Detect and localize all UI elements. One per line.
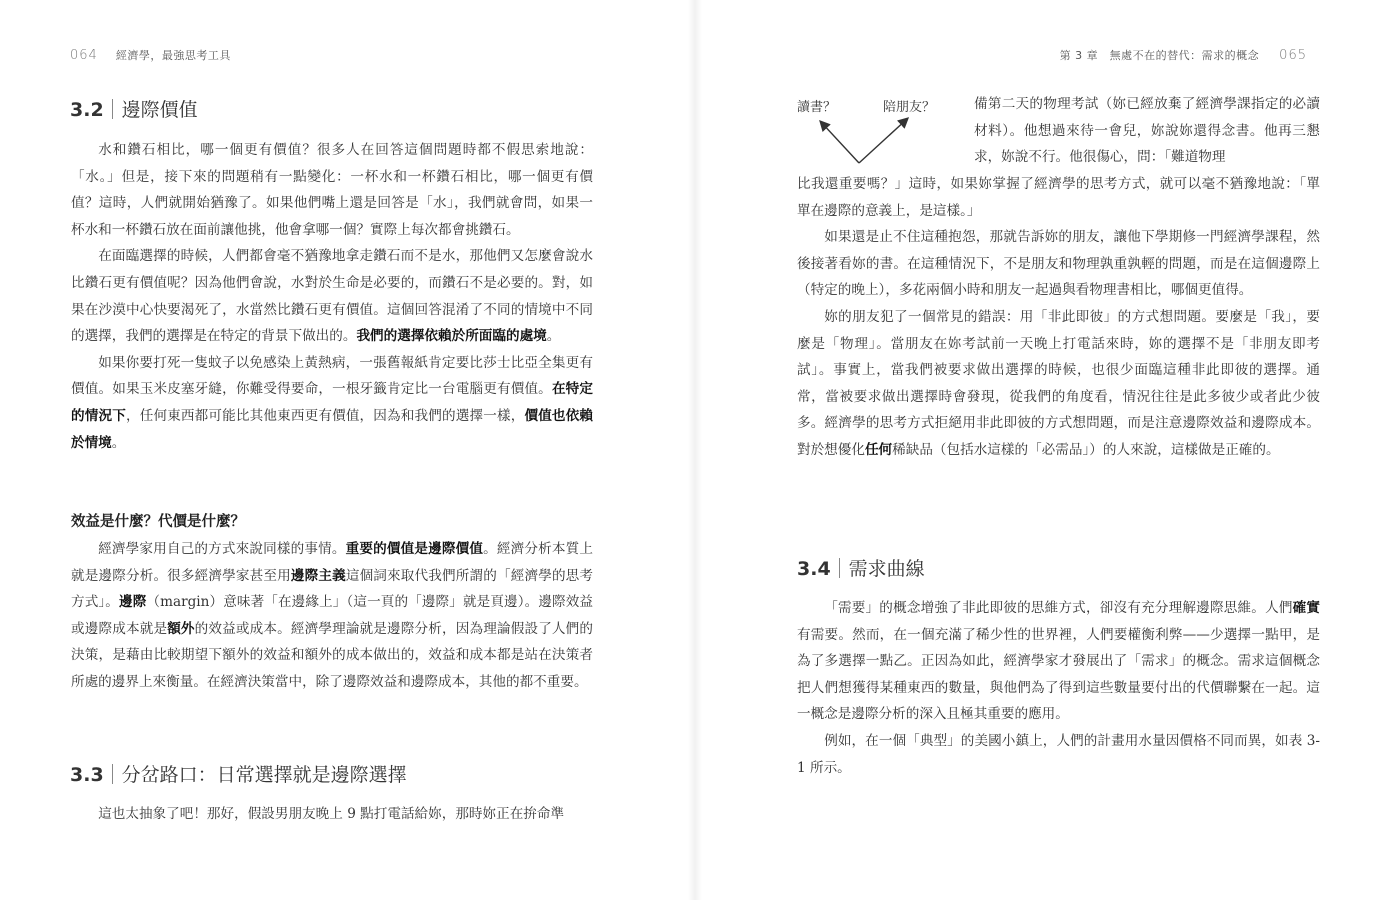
label-study: 讀書？: [797, 100, 837, 115]
heading-divider: [839, 558, 840, 578]
section-number: 3.2: [70, 99, 104, 121]
section-3-2-body: [71, 137, 593, 456]
section-heading-3-2: [70, 95, 198, 122]
paragraph: 水和鑽石相比，哪一個更有價值？很多人在回答這個問題時都不假思索地說：「水。」但是，接下來的問題稍有一點變化：一杯水和一杯鑽石相比，哪一個更有價值？這時，人們就開始猶豫了。如果他們嘴上還是回答是「水」，我們就會問，如果一杯水和一杯鑽石放在面前讓他挑，他會拿哪一個？實際上每次都會挑鑽石。: [71, 142, 593, 238]
right-page: [694, 0, 1389, 900]
emphasis: 在特定的情況下: [71, 381, 594, 424]
section-number: 3.3: [70, 764, 104, 786]
left-page: [0, 0, 694, 900]
page-number: 064: [70, 48, 98, 63]
running-head-right: [1060, 47, 1307, 63]
heading-divider: [112, 99, 113, 119]
section-title: 邊際價值: [121, 99, 198, 121]
label-friend: 陪朋友？: [883, 100, 936, 115]
section-number: 3.4: [797, 558, 831, 580]
chapter-title: 第 3 章 無處不在的替代：需求的概念: [1059, 49, 1260, 62]
page-number: 065: [1279, 48, 1307, 63]
section-3-4-body: [797, 595, 1320, 781]
heading-divider: [112, 764, 113, 784]
paragraph: 如果你要打死一隻蚊子以免感染上黃熱病，一張舊報紙肯定要比莎士比亞全集更有價值。如果玉米皮塞牙縫，你難受得要命，一根牙籤肯定比一台電腦更有價值。在特定的情況下，任何東西都可能比其他東西更有價值，因為和我們的選擇一樣，價值也依賴於情境。: [71, 354, 594, 451]
section-heading-3-3: [70, 760, 407, 787]
paragraph: 在面臨選擇的時候，人們都會毫不猶豫地拿走鑽石而不是水，那他們又怎麼會說水比鑽石更有價值呢？因為他們會說，水對於生命是必要的，而鑽石不是必要的。對，如果在沙漠中心快要渴死了，水當然比鑽石更有價值。這個回答混淆了不同的情境中不同的選擇，我們的選擇是在特定的背景下做出的。我們的選擇依賴於所面臨的處境。: [71, 248, 593, 345]
book-title: 經濟學，最強思考工具: [115, 49, 231, 62]
section-heading-3-4: [797, 554, 925, 581]
paragraph: 這也太抽象了吧！那好，假設男朋友晚上 9 點打電話給妳，那時妳正在拚命準: [98, 806, 565, 822]
paragraph: 妳的朋友犯了一個常見的錯誤：用「非此即彼」的方式想問題。要麼是「我」，要麼是「物理」。當朋友在妳考試前一天晚上打電話來時，妳的選擇不是「非朋友即考試」。事實上，當我們被要求做出選擇的時候，也很少面臨這種非此即彼的選擇。通常，當被要求做出選擇時會發現，從我們的角度看，情況往往是此多彼少或者此少彼多。經濟學的思考方式拒絕用非此即彼的方式想問題，而是注意邊際效益和邊際成本。對於想優化任何稀缺品（包括水這樣的「必需品」）的人來說，這樣做是正確的。: [797, 308, 1320, 458]
emphasis: 我們的選擇依賴於所面臨的處境: [356, 328, 547, 345]
section-title: 需求曲線: [848, 558, 925, 580]
margin-paragraph: 經濟學家用自己的方式來說同樣的事情。重要的價值是邊際價值。經濟分析本質上就是邊際分析。很多經濟學家甚至用邊際主義這個詞來取代我們所謂的「經濟學的思考方式」。邊際（margin）意味著「在邊緣上」（這一頁的「邊際」就是頁邊）。邊際效益或邊際成本就是額外的效益或成本。經濟學理論就是邊際分析，因為理論假設了人們的決策，是藉由比較期望下額外的效益和額外的成本做出的，效益和成本都是站在決策者所處的邊界上來衡量。在經濟決策當中，除了邊際效益和邊際成本，其他的都不重要。: [71, 541, 594, 690]
section-title: 分岔路口：日常選擇就是邊際選擇: [121, 764, 407, 786]
wrapped-paragraph: 備第二天的物理考試（妳已經放棄了經濟學課指定的必讀材料）。他想過來待一會兒，妳說妳還得念書。他再三懇求，妳說不行。他很傷心，問：「難道物理: [974, 96, 1320, 166]
section-3-3-body: [71, 801, 593, 828]
diverging-arrows-icon: [797, 94, 967, 174]
paragraph: 例如，在一個「典型」的美國小鎮上，人們的計畫用水量因價格不同而異，如表 3-1 所示。: [797, 732, 1320, 776]
choice-diagram: [797, 94, 967, 174]
paragraph: 「需要」的概念增強了非此即彼的思維方式，卻沒有充分理解邊際思維。人們確實有需要。然而，在一個充滿了稀少性的世界裡，人們要權衡利弊——少選擇一點甲，是為了多選擇一點乙。正因為如此，經濟學家才發展出了「需求」的概念。需求這個概念把人們想獲得某種東西的數量，與他們為了得到這些數量要付出的代價聯繫在一起。這一概念是邊際分析的深入且極其重要的應用。: [797, 600, 1321, 723]
subheading: 效益是什麼？代價是什麼？: [71, 514, 245, 530]
paragraph: 比我還重要嗎？」這時，如果妳掌握了經濟學的思考方式，就可以毫不猶豫地說：「單單在邊際的意義上，是這樣。」: [797, 176, 1320, 219]
emphasis: 價值也依賴於情境: [71, 407, 594, 451]
right-body: [797, 171, 1320, 464]
running-head-left: [70, 47, 231, 63]
paragraph: 如果還是止不住這種抱怨，那就告訴妳的朋友，讓他下學期修一門經濟學課程，然後接著看妳的書。在這種情況下，不是朋友和物理孰重孰輕的問題，而是在這個邊際上（特定的晚上），多花兩個小時和朋友一起過與看物理書相比，哪個更值得。: [797, 229, 1320, 299]
